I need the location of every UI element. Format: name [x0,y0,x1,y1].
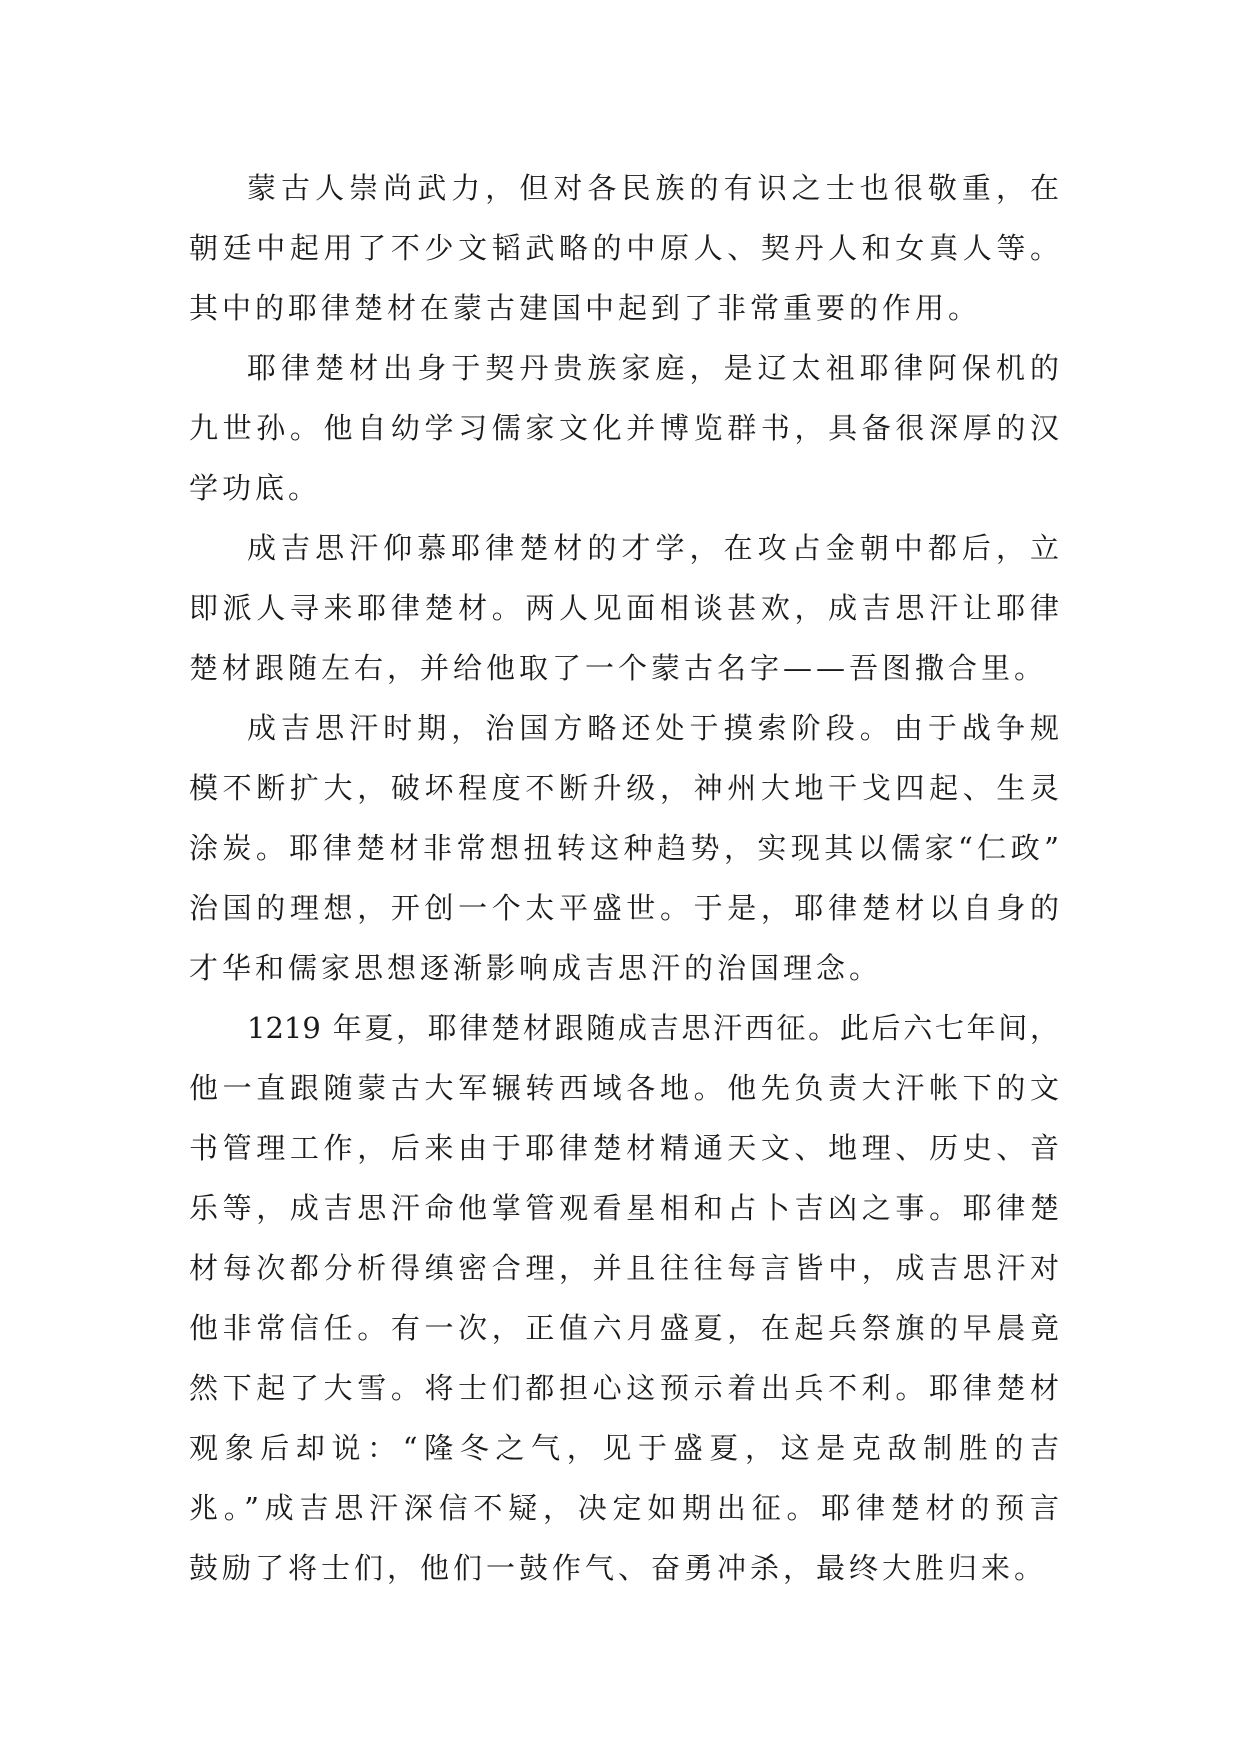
paragraph [189,518,1059,698]
text-line: 模不断扩大，破坏程度不断升级，神州大地干戈四起、生灵 [189,771,1059,805]
text-line: 1219 年夏，耶律楚材跟随成吉思汗西征。此后六七年间， [247,1011,1059,1045]
text-line: 即派人寻来耶律楚材。两人见面相谈甚欢，成吉思汗让耶律 [189,591,1059,625]
paragraph [189,998,1059,1598]
text-line: 成吉思汗时期，治国方略还处于摸索阶段。由于战争规 [247,711,1059,745]
text-line: 然下起了大雪。将士们都担心这预示着出兵不利。耶律楚材 [189,1371,1059,1405]
text-line: 书管理工作，后来由于耶律楚材精通天文、地理、历史、音 [189,1131,1059,1165]
text-line: 治国的理想，开创一个太平盛世。于是，耶律楚材以自身的 [189,891,1059,925]
text-line: 乐等，成吉思汗命他掌管观看星相和占卜吉凶之事。耶律楚 [189,1191,1059,1225]
text-line: 楚材跟随左右，并给他取了一个蒙古名字——吾图撒合里。 [189,651,1048,685]
text-line: 朝廷中起用了不少文韬武略的中原人、契丹人和女真人等。 [189,231,1059,265]
text-line: 成吉思汗仰慕耶律楚材的才学，在攻占金朝中都后，立 [247,531,1059,565]
text-line: 他非常信任。有一次，正值六月盛夏，在起兵祭旗的早晨竟 [189,1311,1059,1345]
body-text [189,158,1059,1598]
text-line: 观象后却说：“隆冬之气，见于盛夏，这是克敌制胜的吉 [189,1431,1059,1465]
text-line: 其中的耶律楚材在蒙古建国中起到了非常重要的作用。 [189,291,982,325]
text-line: 兆。”成吉思汗深信不疑，决定如期出征。耶律楚材的预言 [189,1491,1059,1525]
paragraph [189,698,1059,998]
text-line: 他一直跟随蒙古大军辗转西域各地。他先负责大汗帐下的文 [189,1071,1059,1105]
text-line: 蒙古人崇尚武力，但对各民族的有识之士也很敬重，在 [247,171,1059,205]
text-line: 耶律楚材出身于契丹贵族家庭，是辽太祖耶律阿保机的 [247,351,1059,385]
text-line: 才华和儒家思想逐渐影响成吉思汗的治国理念。 [189,951,883,985]
text-line: 涂炭。耶律楚材非常想扭转这种趋势，实现其以儒家“仁政” [189,831,1059,865]
text-line: 九世孙。他自幼学习儒家文化并博览群书，具备很深厚的汉 [189,411,1059,445]
text-line: 材每次都分析得缜密合理，并且往往每言皆中，成吉思汗对 [189,1251,1059,1285]
text-line: 鼓励了将士们，他们一鼓作气、奋勇冲杀，最终大胜归来。 [189,1551,1048,1585]
paragraph [189,338,1059,518]
text-line: 学功底。 [189,471,322,505]
paragraph [189,158,1059,338]
